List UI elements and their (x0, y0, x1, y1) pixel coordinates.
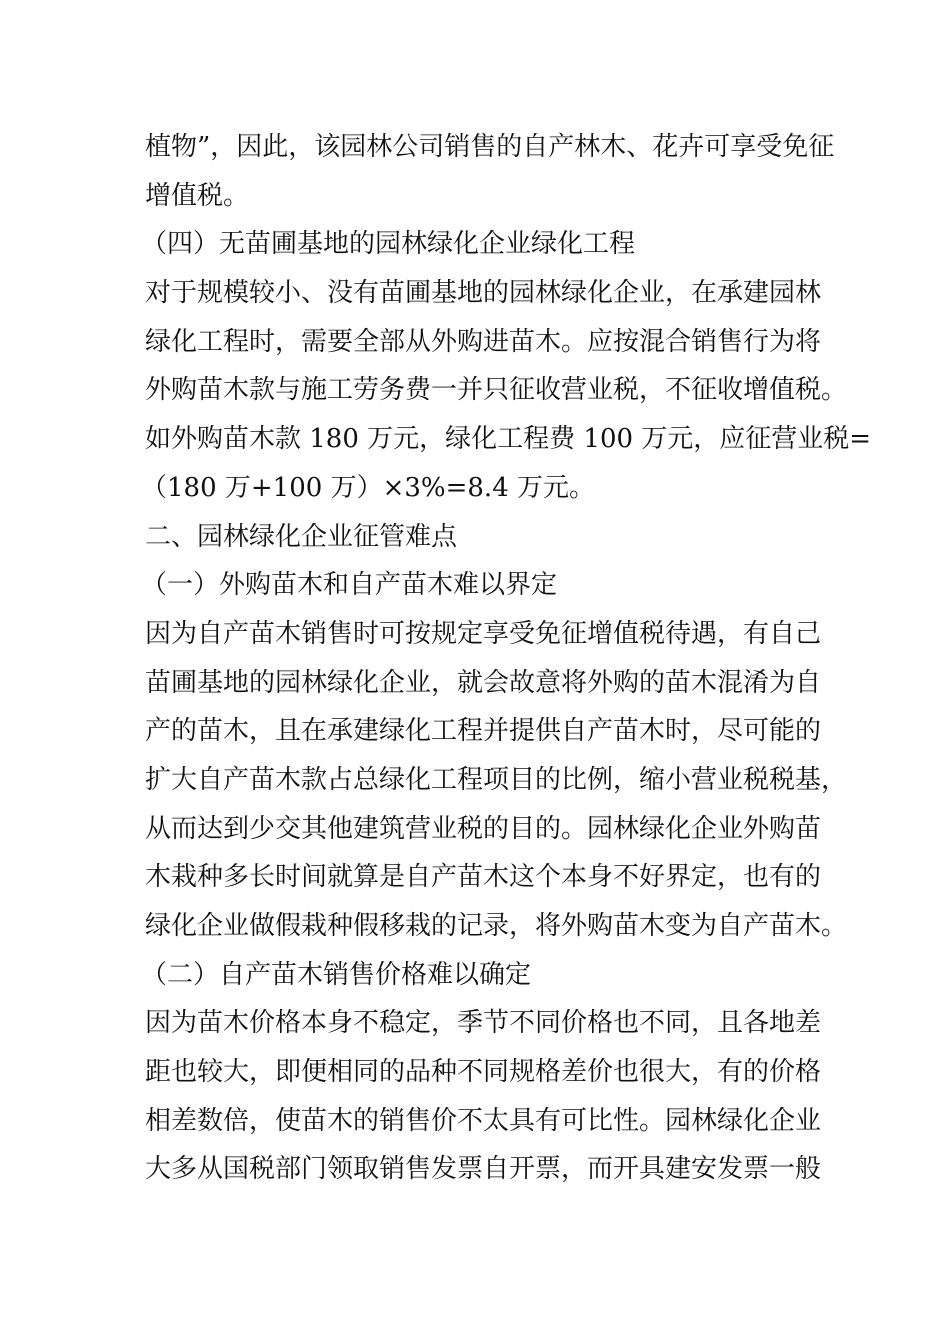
paragraph-line: 扩大自产苗木款占总绿化工程项目的比例，缩小营业税税基， (145, 764, 848, 795)
section-heading: （四）无苗圃基地的园林绿化企业绿化工程 (141, 229, 636, 260)
paragraph-line: 绿化企业做假栽种假移栽的记录，将外购苗木变为自产苗木。 (145, 911, 848, 941)
paragraph-line: 植物”，因此，该园林公司销售的自产林木、花卉可享受免征 (145, 132, 835, 162)
paragraph-line: 木栽种多长时间就算是自产苗木这个本身不好界定，也有的 (145, 862, 822, 893)
paragraph-line: 距也较大，即便相同的品种不同规格差价也很大，有的价格 (145, 1057, 822, 1088)
formula-line: （180 万+100 万）×3%=8.4 万元。 (141, 472, 595, 503)
document-body (141, 123, 872, 1194)
paragraph-line: 因为苗木价格本身不稳定，季节不同价格也不同，且各地差 (145, 1008, 822, 1039)
paragraph-line: 因为自产苗木销售时可按规定享受免征增值税待遇，有自己 (145, 618, 822, 649)
paragraph-line: 产的苗木，且在承建绿化工程并提供自产苗木时，尽可能的 (145, 716, 822, 747)
section-heading: （一）外购苗木和自产苗木难以界定 (141, 570, 558, 601)
section-heading: （二）自产苗木销售价格难以确定 (141, 959, 532, 990)
paragraph-line: 外购苗木款与施工劳务费一并只征收营业税，不征收增值税。 (145, 375, 848, 406)
paragraph-line: 大多从国税部门领取销售发票自开票，而开具建安发票一般 (145, 1154, 822, 1185)
paragraph-line: 相差数倍，使苗木的销售价不太具有可比性。园林绿化企业 (145, 1105, 822, 1136)
paragraph-line: 对于规模较小、没有苗圃基地的园林绿化企业，在承建园林 (145, 278, 822, 309)
paragraph-line: 增值税。 (145, 180, 250, 211)
section-heading: 二、园林绿化企业征管难点 (145, 521, 458, 552)
paragraph-line: 苗圃基地的园林绿化企业，就会故意将外购的苗木混淆为自 (145, 667, 822, 698)
paragraph-line: 绿化工程时，需要全部从外购进苗木。应按混合销售行为将 (145, 326, 822, 357)
paragraph-line: 如外购苗木款 180 万元，绿化工程费 100 万元，应征营业税= (145, 424, 872, 455)
paragraph-line: 从而达到少交其他建筑营业税的目的。园林绿化企业外购苗 (145, 813, 822, 844)
